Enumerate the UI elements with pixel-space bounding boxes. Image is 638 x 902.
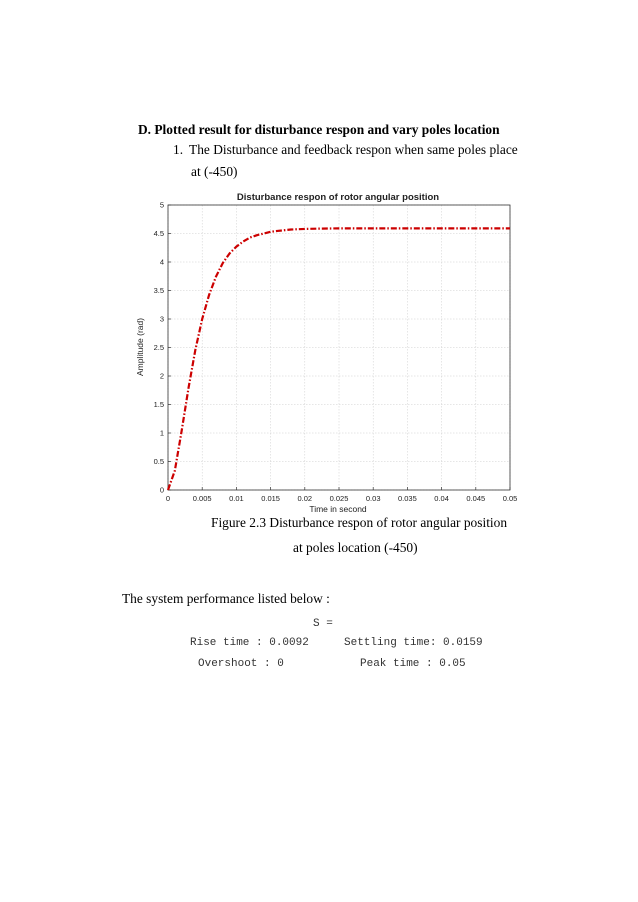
disturbance-response-chart xyxy=(130,185,520,515)
section-heading: D. Plotted result for disturbance respon and vary poles location xyxy=(138,122,500,137)
chart-title: Disturbance respon of rotor angular position xyxy=(236,192,440,203)
x-tick-label: 0.04 xyxy=(434,494,449,503)
y-tick-label: 0.5 xyxy=(153,457,164,466)
x-tick-label: 0.03 xyxy=(365,494,381,503)
figure-caption-line2: at poles location (-450) xyxy=(293,540,418,555)
x-tick-label: 0.025 xyxy=(329,494,349,503)
y-tick-label: 4.5 xyxy=(153,229,164,238)
overshoot-value: Overshoot : 0 xyxy=(198,658,284,670)
x-axis-label: Time in second xyxy=(309,504,367,514)
x-tick-label: 0.005 xyxy=(192,494,212,503)
chart-background xyxy=(130,185,520,515)
list-item-1 xyxy=(173,142,518,158)
x-tick-label: 0.01 xyxy=(229,494,244,503)
rise-time-value: Rise time : 0.0092 xyxy=(190,637,309,649)
y-tick-label: 4 xyxy=(159,257,164,267)
y-tick-label: 1 xyxy=(159,428,164,438)
list-item-number: 1. xyxy=(173,142,184,157)
x-tick-label: 0.05 xyxy=(502,494,518,503)
x-tick-label: 0.035 xyxy=(398,494,417,503)
y-tick-label: 3 xyxy=(159,314,164,324)
y-tick-label: 0 xyxy=(159,485,164,495)
list-item-text-continued: at (-450) xyxy=(191,164,238,179)
y-tick-label: 2 xyxy=(159,371,164,381)
x-tick-label: 0.045 xyxy=(466,494,486,503)
y-axis-label: Amplitude (rad) xyxy=(135,317,145,377)
struct-label: S = xyxy=(313,618,333,630)
y-tick-label: 3.5 xyxy=(153,286,164,295)
performance-intro: The system performance listed below : xyxy=(122,591,330,606)
x-tick-label: 0.015 xyxy=(261,494,280,503)
y-tick-label: 5 xyxy=(159,200,164,210)
figure-caption-line1: Figure 2.3 Disturbance respon of rotor angular position xyxy=(211,515,508,530)
peak-time-value: Peak time : 0.05 xyxy=(360,658,466,670)
y-tick-label: 2.5 xyxy=(153,343,164,352)
settling-time-value: Settling time: 0.0159 xyxy=(344,637,483,649)
y-tick-label: 1.5 xyxy=(153,400,164,409)
list-item-text: The Disturbance and feedback respon when same poles place xyxy=(189,142,518,157)
x-tick-label: 0 xyxy=(165,494,171,503)
x-tick-label: 0.02 xyxy=(297,494,313,503)
